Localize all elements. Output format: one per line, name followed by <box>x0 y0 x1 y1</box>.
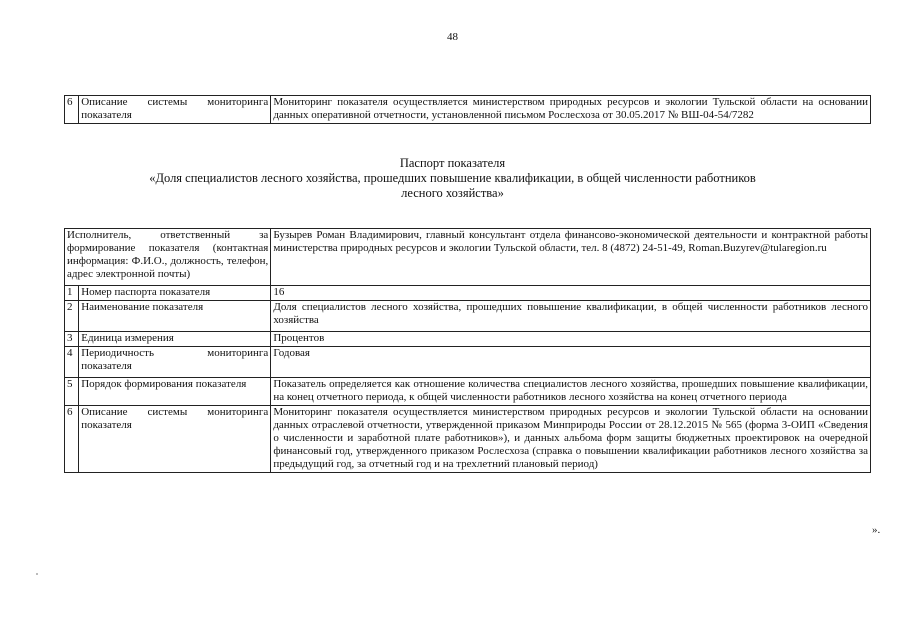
page-number: 48 <box>447 31 458 43</box>
row-number: 3 <box>65 332 79 347</box>
row-label: Порядок формирования показателя <box>79 378 271 406</box>
table-row <box>65 378 871 406</box>
passport-heading <box>0 156 905 201</box>
table-row <box>65 301 871 332</box>
row-value: Годовая <box>271 347 871 378</box>
table-row <box>65 406 871 473</box>
row-number: 2 <box>65 301 79 332</box>
previous-passport-table <box>64 95 871 124</box>
row-value: Показатель определяется как отношение количества специалистов лесного хозяйства, прошедших повышение квалификации, на конец отчетного периода, к общей численности работников лесного хозяйства на конец отчетного периода <box>271 378 871 406</box>
passport-table <box>64 228 871 473</box>
row-label: Описание системы мониторинга показателя <box>79 406 271 473</box>
heading-title: Паспорт показателя <box>399 156 506 170</box>
row-label: Номер паспорта показателя <box>79 286 271 301</box>
row-value: Мониторинг показателя осуществляется министерством природных ресурсов и экологии Тульской области на основании данных оперативной отчетности, установленной письмом Рослесхоза от 30.05.2017 № ВШ-04-54/7282 <box>271 96 871 124</box>
row-number: 5 <box>65 378 79 406</box>
table-row <box>65 286 871 301</box>
row-value: 16 <box>271 286 871 301</box>
row-number: 4 <box>65 347 79 378</box>
table-row <box>65 96 871 124</box>
row-label: Периодичность мониторинга показателя <box>79 347 271 378</box>
scan-speck <box>36 573 38 575</box>
table-row <box>65 229 871 286</box>
heading-indicator-name-cont: лесного хозяйства» <box>401 186 504 200</box>
row-value: Процентов <box>271 332 871 347</box>
row-value: Доля специалистов лесного хозяйства, прошедших повышение квалификации, в общей численности работников лесного хозяйства <box>271 301 871 332</box>
table-row <box>65 332 871 347</box>
row-number: 6 <box>65 406 79 473</box>
heading-indicator-name: «Доля специалистов лесного хозяйства, прошедших повышение квалификации, в общей численности работников <box>149 171 756 185</box>
executor-label: Исполнитель, ответственный за формирование показателя (контактная информация: Ф.И.О., должность, телефон, адрес электронной почты) <box>65 229 271 286</box>
row-label: Наименование показателя <box>79 301 271 332</box>
closing-quote: ». <box>872 524 881 536</box>
table-row <box>65 347 871 378</box>
executor-value: Бузырев Роман Владимирович, главный консультант отдела финансово-экономической деятельности и контрактной работы министерства природных ресурсов и экологии Тульской области, тел. 8 (4872) 24-51-49, Roman.Buzyrev@tularegion.ru <box>271 229 871 286</box>
row-label: Единица измерения <box>79 332 271 347</box>
row-number: 6 <box>65 96 79 124</box>
row-label: Описание системы мониторинга показателя <box>79 96 271 124</box>
row-number: 1 <box>65 286 79 301</box>
row-value: Мониторинг показателя осуществляется министерством природных ресурсов и экологии Тульской области на основании данных отраслевой отчетности, утвержденной приказом Минприроды России от 28.12.2015 № 565 (форма 3-ОИП «Сведения о численности и заработной плате работников»), и данных альбома форм защиты бюджетных проектировок на очередной финансовый год, утвержденного приказом Рослесхоза (справка о повышении квалификации работников лесного хозяйства за предыдущий год, за отчетный год и на трехлетний плановый период) <box>271 406 871 473</box>
